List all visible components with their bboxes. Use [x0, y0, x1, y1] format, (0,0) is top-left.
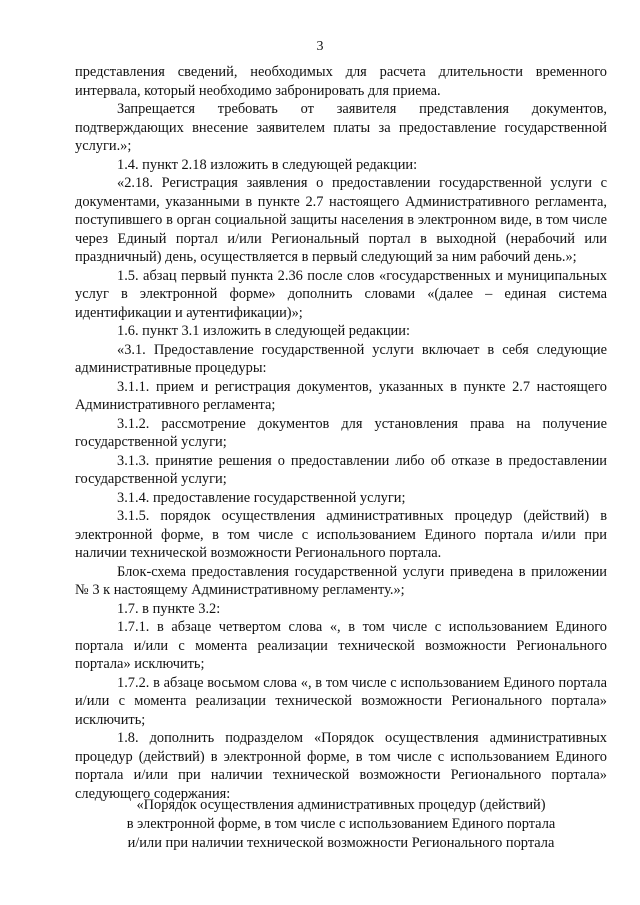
paragraph: 1.5. абзац первый пункта 2.36 после слов «государственных и муниципальных услуг в электронной форме» дополнить словами «(далее – единая система идентификации и аутентификации)»;: [75, 267, 607, 321]
subsection-heading: [75, 796, 607, 853]
paragraph: 1.7. в пункте 3.2:: [117, 600, 221, 617]
document-body: [75, 63, 607, 803]
paragraph: 3.1.2. рассмотрение документов для установления права на получение государственной услуги;: [75, 415, 607, 450]
paragraph: 1.4. пункт 2.18 изложить в следующей редакции:: [117, 156, 418, 173]
paragraph: Блок-схема предоставления государственной услуги приведена в приложении № 3 к настоящему Административному регламенту.»;: [75, 563, 607, 598]
paragraph: 3.1.1. прием и регистрация документов, указанных в пункте 2.7 настоящего Административного регламента;: [75, 378, 607, 413]
paragraph: «3.1. Предоставление государственной услуги включает в себя следующие административные процедуры:: [75, 341, 607, 376]
paragraph: «2.18. Регистрация заявления о предоставлении государственной услуги с документами, указанными в пункте 2.7 настоящего Административного регламента, поступившего в орган социальной защиты населения в электронном виде, в том числе через Единый портал и/или Региональный портал в выходной (нерабочий или праздничный) день, осуществляется в первый следующий за ним рабочий день.»;: [75, 175, 607, 265]
page-number: 3: [316, 39, 324, 54]
paragraph: 3.1.5. порядок осуществления административных процедур (действий) в электронной форме, в том числе с использованием Единого портала и/или при наличии технической возможности Регионального портала.: [75, 508, 607, 561]
paragraph: 1.7.1. в абзаце четвертом слова «, в том числе с использованием Единого портала и/или с момента реализации технической возможности Регионального портала» исключить;: [75, 619, 607, 672]
paragraph: 1.8. дополнить подразделом «Порядок осуществления административных процедур (действий) в электронной форме, в том числе с использованием Единого портала и/или при наличии технической возможности Регионального портала» следующего содержания:: [75, 730, 607, 802]
paragraph: Запрещается требовать от заявителя представления документов, подтверждающих внесение заявителем платы за предоставление государственной услуги.»;: [75, 101, 607, 154]
paragraph: 1.7.2. в абзаце восьмом слова «, в том числе с использованием Единого портала и/или с момента реализации технической возможности Регионального портала» исключить;: [75, 674, 607, 728]
paragraph: 3.1.4. предоставление государственной услуги;: [117, 489, 406, 506]
heading-line: «Порядок осуществления административных процедур (действий): [136, 797, 546, 813]
paragraph: 1.6. пункт 3.1 изложить в следующей редакции:: [117, 323, 410, 339]
heading-line: в электронной форме, в том числе с использованием Единого портала: [126, 816, 556, 832]
paragraph: представления сведений, необходимых для расчета длительности временного интервала, который необходимо забронировать для приема.: [75, 64, 607, 99]
heading-line: и/или при наличии технической возможности Регионального портала: [127, 835, 555, 851]
paragraph: 3.1.3. принятие решения о предоставлении либо об отказе в предоставлении государственной услуги;: [75, 452, 607, 487]
